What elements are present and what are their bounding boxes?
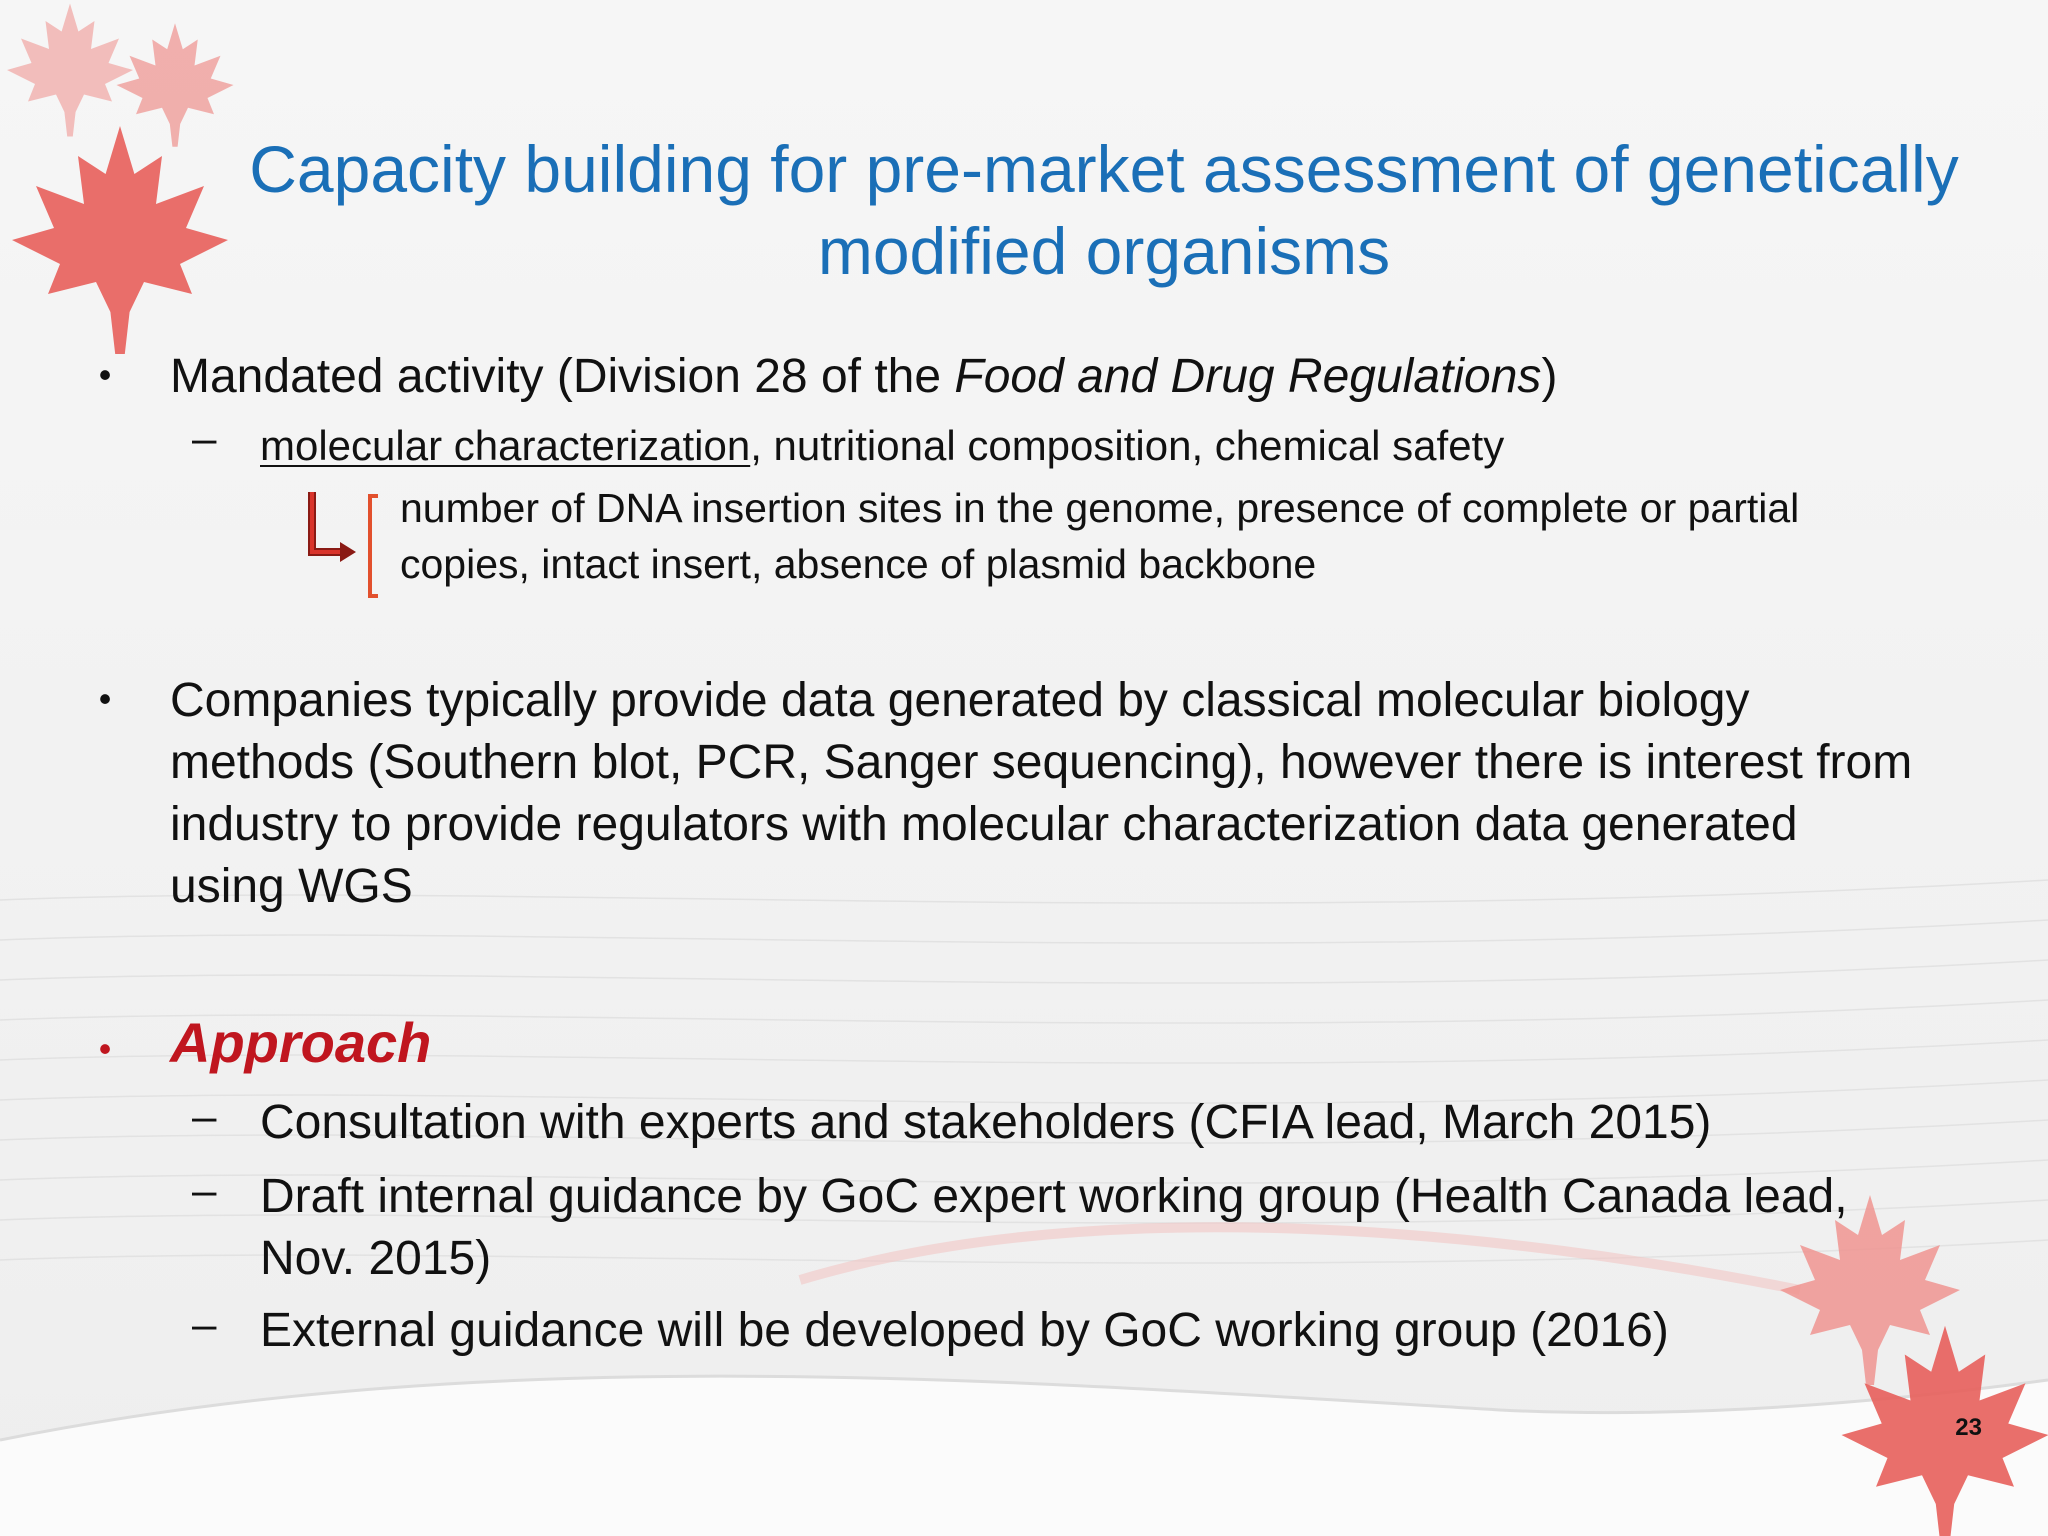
- dash-marker: –: [192, 414, 217, 463]
- down-right-arrow-icon: [300, 482, 390, 602]
- title-line-2: modified organisms: [817, 214, 1391, 288]
- molecular-detail: [400, 480, 1799, 592]
- approach-item: Draft internal guidance by GoC expert working group (Health Canada lead, Nov. 2015): [260, 1170, 1848, 1285]
- dash-marker: –: [192, 1092, 217, 1141]
- molecular-characterization-term: molecular characterization: [260, 422, 751, 469]
- molecular-subitem: molecular characterization, nutritional composition, chemical safety: [260, 422, 1505, 469]
- bullet-marker: •: [98, 678, 112, 719]
- approach-item: External guidance will be developed by GoC working group (2016): [260, 1304, 1669, 1357]
- dash-marker: –: [192, 1300, 217, 1349]
- slide-title: [200, 128, 2008, 292]
- detail-line-1: number of DNA insertion sites in the genome, presence of complete or partial: [400, 485, 1800, 531]
- title-line-1: Capacity building for pre-market assessment of genetically: [249, 132, 1959, 206]
- approach-heading: Approach: [170, 1011, 432, 1074]
- bullet-marker: •: [98, 354, 112, 395]
- dash-marker: –: [192, 1166, 217, 1215]
- approach-item: Consultation with experts and stakeholders (CFIA lead, March 2015): [260, 1096, 1712, 1149]
- page-number: 23: [1955, 1414, 1982, 1441]
- bullet-marker: •: [98, 1028, 112, 1069]
- mandated-text: Mandated activity (Division 28 of the Food and Drug Regulations): [170, 350, 1558, 403]
- companies-text: Companies typically provide data generated by classical molecular biology methods (Southern blot, PCR, Sanger sequencing), however there is interest from industry to provide regulators with molecular characterization data generated using WGS: [170, 674, 1913, 913]
- detail-line-2: copies, intact insert, absence of plasmid backbone: [400, 541, 1317, 587]
- regulation-name: Food and Drug Regulations: [954, 350, 1542, 403]
